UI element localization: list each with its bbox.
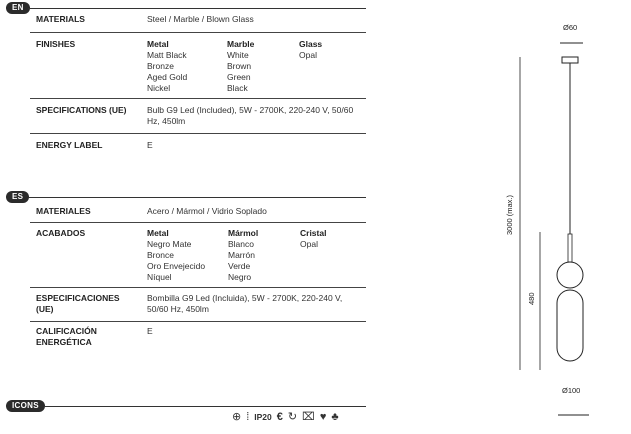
canopy [562, 57, 578, 63]
finish-item: Aged Gold [147, 72, 188, 82]
dimmable-icon: ⁞ [246, 411, 250, 423]
finish-item: Marrón [228, 250, 255, 260]
body-height-label: 480 [527, 292, 536, 305]
es-energy-label [36, 326, 141, 348]
en-energy-value: E [147, 140, 153, 150]
row-divider [30, 98, 366, 99]
finish-header: Mármol [228, 228, 259, 238]
es-specs-value: Bombilla G9 Led (Incluida), 5W - 2700K, 220-240 V, 50/60 Hz, 450lm [147, 293, 343, 314]
en-finish-glass [299, 39, 322, 61]
en-finish-marble [227, 39, 254, 94]
finish-item: Brown [227, 61, 252, 71]
en-energy-label: ENERGY LABEL [36, 140, 103, 150]
finish-item: Matt Black [147, 50, 187, 60]
en-finish-metal [147, 39, 187, 94]
es-materials-value: Acero / Mármol / Vidrio Soplado [147, 206, 267, 216]
es-finish-crystal [300, 228, 326, 250]
led-bulb-icon: ♥ [319, 411, 327, 423]
en-divider [28, 8, 366, 9]
finish-header: Metal [147, 39, 169, 49]
row-divider [30, 287, 366, 288]
row-divider [30, 32, 366, 33]
en-finishes-label: FINISHES [36, 39, 76, 49]
row-divider [30, 222, 366, 223]
es-finish-metal [147, 228, 205, 283]
weee-icon: ⌧ [302, 411, 315, 423]
finish-header: Marble [227, 39, 255, 49]
es-energy-value: E [147, 326, 153, 336]
es-specs-label-line1: ESPECIFICACIONES [36, 293, 120, 303]
sphere [557, 262, 583, 288]
recycle-icon: ↻ [287, 411, 298, 423]
class-ii-icon: ⊕ [232, 411, 242, 423]
row-divider [30, 321, 366, 322]
energy-label-icon: ♣ [331, 411, 339, 423]
es-energy-label-line2: ENERGÉTICA [36, 337, 92, 347]
finish-item: Bronze [147, 61, 174, 71]
finish-item: Opal [300, 239, 318, 249]
finish-item: White [227, 50, 249, 60]
finish-item: Blanco [228, 239, 254, 249]
es-specs-label [36, 293, 141, 315]
finish-item: Green [227, 72, 251, 82]
icons-tag: ICONS [6, 400, 45, 412]
icons-divider [44, 406, 366, 407]
es-finishes-label: ACABADOS [36, 228, 86, 238]
finish-item: Verde [228, 261, 251, 271]
rod [568, 234, 572, 262]
en-materials-value: Steel / Marble / Blown Glass [147, 14, 254, 24]
ip-rating-icon: IP20 [254, 412, 272, 422]
en-materials-label: MATERIALS [36, 14, 85, 24]
ce-icon: € [276, 411, 283, 423]
en-tag: EN [6, 2, 30, 14]
es-tag: ES [6, 191, 29, 203]
finish-item: Oro Envejecido [147, 261, 206, 271]
finish-item: Bronce [147, 250, 174, 260]
finish-item: Negro Mate [147, 239, 192, 249]
en-specs-label: SPECIFICATIONS (UE) [36, 105, 127, 115]
es-energy-label-line1: CALIFICACIÓN [36, 326, 97, 336]
finish-header: Glass [299, 39, 323, 49]
certification-icons [232, 410, 339, 424]
finish-item: Opal [299, 50, 317, 60]
en-specs-value: Bulb G9 Led (Included), 5W - 2700K, 220-240 V, 50/60 Hz, 450lm [147, 105, 354, 126]
finish-item: Níquel [147, 272, 172, 282]
total-height-label: 3000 (max.) [505, 194, 514, 235]
finish-item: Black [227, 83, 248, 93]
bottom-diameter-label: Ø100 [562, 386, 581, 395]
es-divider [28, 197, 366, 198]
capsule [557, 290, 583, 361]
top-diameter-label: Ø60 [563, 23, 578, 32]
finish-item: Negro [228, 272, 252, 282]
row-divider [30, 133, 366, 134]
es-finish-marble [228, 228, 258, 283]
es-materials-label: MATERIALES [36, 206, 91, 216]
finish-item: Nickel [147, 83, 171, 93]
finish-header: Cristal [300, 228, 327, 238]
es-specs-label-line2: (UE) [36, 304, 54, 314]
finish-header: Metal [147, 228, 169, 238]
